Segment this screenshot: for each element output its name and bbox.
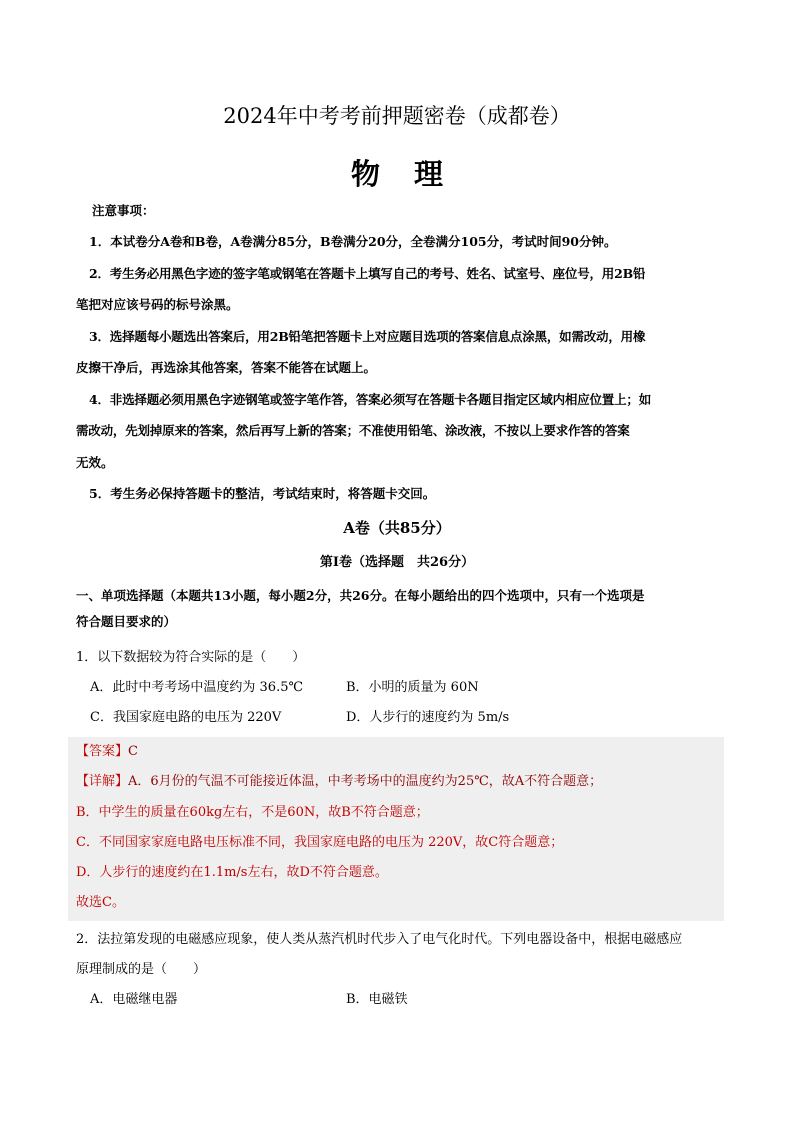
question-1-option-c: C．我国家庭电路的电压为 220V	[90, 710, 282, 725]
answer-1	[76, 737, 726, 919]
part-one-line-1: 一、单项选择题（本题共13小题，每小题2分，共26分。在每小题给出的四个选项中，只有一个选项是	[76, 588, 645, 603]
question-1-option-a: A．此时中考考场中温度约为 36.5℃	[90, 680, 304, 695]
question-1-option-d: D．人步行的速度约为 5m/s	[346, 710, 510, 725]
part-one-line-2: 符合题目要求的）	[76, 614, 177, 629]
exam-title: 2024年中考考前押题密卷（成都卷）	[223, 104, 571, 128]
question-1-options-row-1	[76, 673, 726, 703]
notice-list	[76, 226, 726, 510]
part-one-heading	[76, 583, 726, 635]
notice-item-4-end: 无效。	[76, 454, 114, 470]
detail-label: 【详解】	[76, 774, 129, 790]
question-1-option-b: B．小明的质量为 60N	[346, 680, 479, 695]
question-2	[76, 925, 726, 1015]
notice-item-1: 1．本试卷分A卷和B卷，A卷满分85分，B卷满分20分，全卷满分105分，考试时间90分钟。	[89, 234, 617, 249]
question-1	[76, 643, 726, 733]
question-1-stem: 1．以下数据较为符合实际的是（ ）	[76, 650, 306, 665]
subject-char-right: 理	[414, 157, 444, 191]
section-a-title: A卷（共85分）	[343, 519, 451, 537]
notice-item-4-cont: 需改动，先划掉原来的答案，然后再写上新的答案；不准使用铅笔、涂改液，不按以上要求作答的答案	[76, 423, 630, 438]
notice-item-2-cont: 笔把对应该号码的标号涂黑。	[76, 297, 239, 312]
answer-value: C	[128, 744, 138, 759]
question-1-options-row-2	[76, 703, 726, 733]
detail-a: A．6月份的气温不可能接近体温，中考考场中的温度约为25℃，故A不符合题意；	[128, 774, 603, 790]
notice-item-3: 3．选择题每小题选出答案后，用2B铅笔把答题卡上对应题目选项的答案信息点涂黑，如需改动，用橡	[89, 328, 646, 344]
answer-label: 【答案】	[76, 744, 129, 759]
notice-item-2: 2．考生务必用黑色字迹的签字笔或钢笔在答题卡上填写自己的考号、姓名、试室号、座位号，用2B铅	[89, 265, 646, 281]
question-2-option-b: B．电磁铁	[346, 992, 408, 1007]
subject-title	[0, 152, 794, 196]
section-i-title: 第I卷（选择题 共26分）	[319, 555, 475, 570]
notice-item-5: 5．考生务必保持答题卡的整洁，考试结束时，将答题卡交回。	[89, 486, 436, 501]
detail-c: C．不同国家家庭电路电压标准不同，我国家庭电路的电压为 220V，故C符合题意；	[76, 834, 564, 850]
detail-b: B．中学生的质量在60kg左右，不是60N，故B不符合题意；	[76, 804, 429, 820]
notice-item-4: 4．非选择题必须用黑色字迹钢笔或签字笔作答，答案必须写在答题卡各题目指定区域内相应位置上；如	[89, 391, 651, 407]
question-2-stem-line-2: 原理制成的是（ ）	[76, 962, 207, 977]
detail-a-line	[76, 767, 726, 797]
question-2-option-a: A．电磁继电器	[90, 992, 178, 1007]
detail-d: D．人步行的速度约在1.1m/s左右，故D不符合题意。	[76, 865, 388, 881]
detail-conclusion: 故选C。	[76, 895, 125, 911]
answer-1-line	[76, 737, 726, 767]
notice-heading: 注意事项：	[92, 203, 155, 218]
notice-item-3-cont: 皮擦干净后，再选涂其他答案，答案不能答在试题上。	[76, 360, 377, 375]
question-2-options-row-1	[76, 985, 726, 1015]
subject-char-left: 物	[350, 157, 380, 191]
question-2-stem-line-1: 2．法拉第发现的电磁感应现象，使人类从蒸汽机时代步入了电气化时代。下列电器设备中，根据电磁感应	[76, 932, 683, 947]
